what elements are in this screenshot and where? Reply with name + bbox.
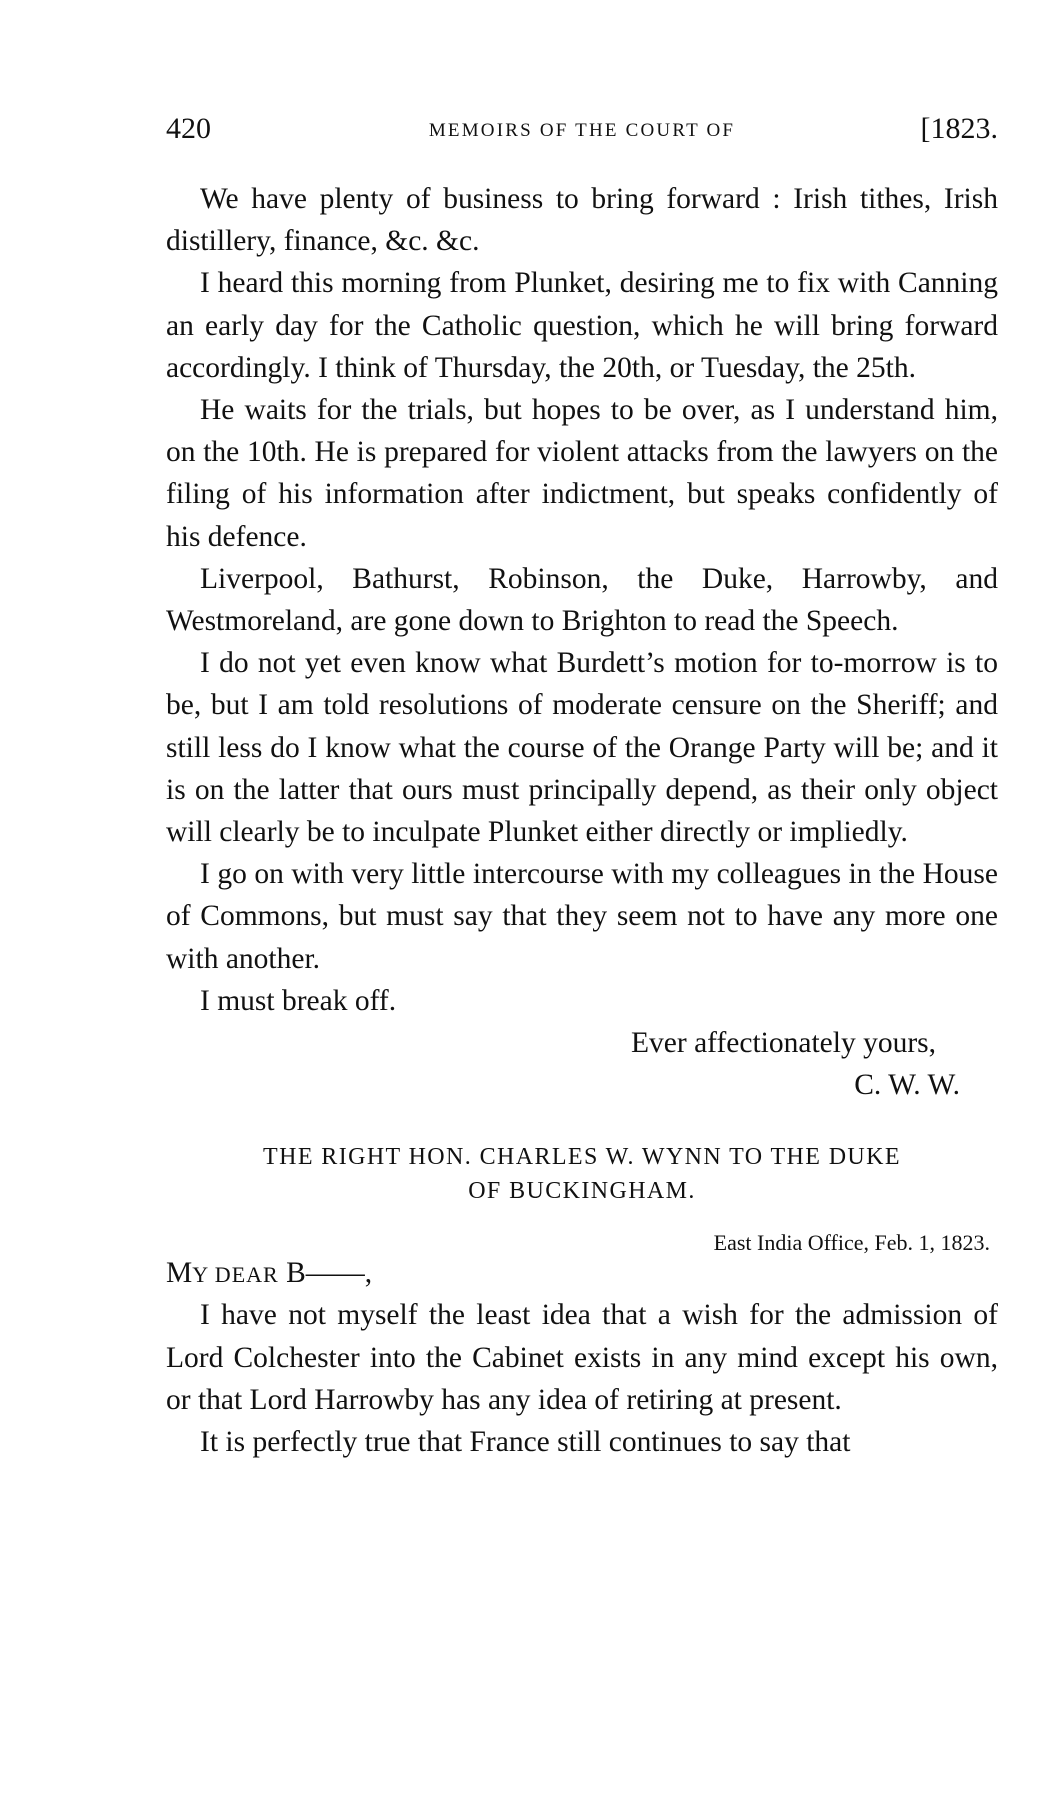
header-year: [1823. [920, 112, 998, 145]
paragraph: It is perfectly true that France still continues to say that [200, 1426, 851, 1459]
letter-closing [166, 1022, 998, 1106]
letter-dateline: East India Office, Feb. 1, 1823. [713, 1230, 990, 1256]
page-number: 420 [166, 112, 211, 145]
paragraph: I go on with very little intercourse with my colleagues in the House of Commons, but must say that they seem not to have any more one with another. [166, 858, 998, 975]
salutation-small-caps: Y DEAR [192, 1262, 279, 1288]
valediction: Ever affectionately yours, [631, 1027, 936, 1060]
salutation-initial: M [166, 1257, 193, 1290]
paragraph: I must break off. [200, 984, 397, 1017]
paragraph: I do not yet even know what Burdett’s motion for to-morrow is to be, but I am told resolutions of moderate censure on the Sheriff; and still less do I know what the course of the Orange Party will be; and it is on the latter that ours must principally depend, as their only object will clearly be to inculpate Plunket either directly or impliedly. [166, 647, 998, 849]
paragraph: I heard this morning from Plunket, desiring me to fix with Canning an early day for the Catholic question, which he will bring forward accordingly. I think of Thursday, the 20th, or Tuesday, the 25th. [166, 267, 998, 384]
signature: C. W. W. [854, 1069, 960, 1102]
running-header [166, 108, 998, 152]
paragraph: I have not myself the least idea that a wish for the admission of Lord Colchester into the Cabinet exists in any mind except his own, or that Lord Harrowby has any idea of retiring at present. [166, 1299, 998, 1416]
letter-heading-line: THE RIGHT HON. CHARLES W. WYNN TO THE DUKE [263, 1144, 901, 1171]
paragraph: We have plenty of business to bring forward : Irish tithes, Irish distillery, finance, &c. &c. [166, 183, 998, 258]
letter-salutation [166, 1254, 998, 1294]
paragraph: Liverpool, Bathurst, Robinson, the Duke, Harrowby, and Westmoreland, are gone down to Brighton to read the Speech. [166, 562, 998, 638]
paragraph: He waits for the trials, but hopes to be over, as I understand him, on the 10th. He is prepared for violent attacks from the lawyers on the filing of his information after indictment, but speaks confidently of his defence. [166, 394, 998, 553]
running-title: MEMOIRS OF THE COURT OF [428, 120, 736, 141]
body-text [166, 178, 998, 1463]
letter-heading-line: OF BUCKINGHAM. [468, 1178, 696, 1205]
letter-heading [166, 1140, 998, 1208]
salutation-name: B——, [286, 1257, 373, 1290]
